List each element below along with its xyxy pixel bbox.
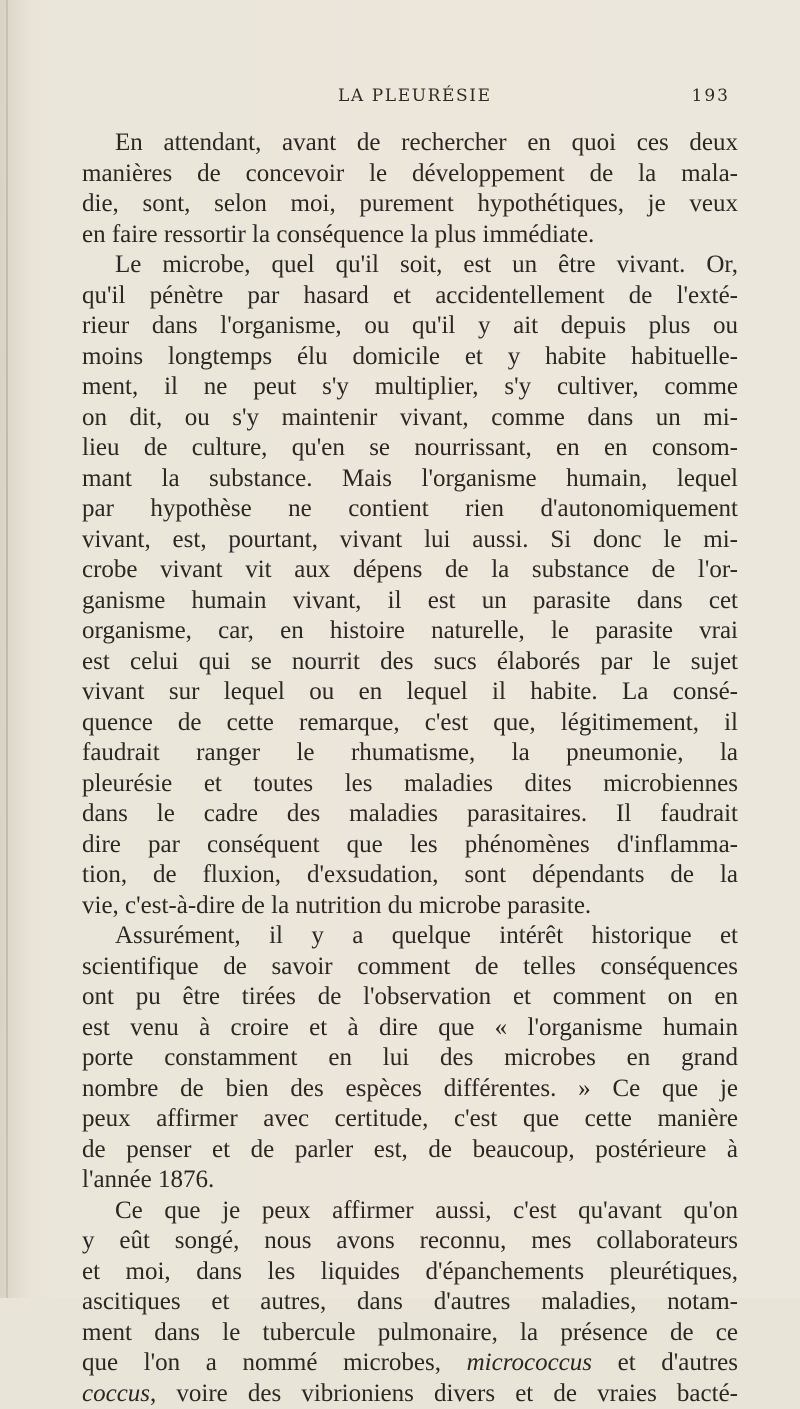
text-run: , voire des vibrioniens divers et de vraies bacté- [150,1380,738,1407]
page-number: 193 [692,86,730,106]
text-line: ment, il ne peut s'y multiplier, s'y cultiver, comme [82,372,738,403]
text-line: de penser et de parler est, de beaucoup, postérieure à [82,1135,738,1166]
italic-term: micrococcus [467,1349,592,1376]
text-line: mant la substance. Mais l'organisme humain, lequel [82,464,738,495]
text-line: faudrait ranger le rhumatisme, la pneumonie, la [82,738,738,769]
text-line [82,1379,738,1409]
text-line [82,1348,738,1379]
text-line: organisme, car, en histoire naturelle, le parasite vrai [82,616,738,647]
text-line: y eût songé, nous avons reconnu, mes collaborateurs [82,1226,738,1257]
text-line: par hypothèse ne contient rien d'autonomiquement [82,494,738,525]
text-line: et moi, dans les liquides d'épanchements pleurétiques, [82,1257,738,1288]
text-run: que l'on a nommé microbes, [82,1349,467,1376]
text-line: est venu à croire et à dire que « l'organisme humain [82,1013,738,1044]
text-line: ont pu être tirées de l'observation et comment on en [82,982,738,1013]
text-line: crobe vivant vit aux dépens de la substance de l'or- [82,555,738,586]
text-line: ascitiques et autres, dans d'autres maladies, notam- [82,1287,738,1318]
text-line: qu'il pénètre par hasard et accidentellement de l'exté- [82,281,738,312]
text-line: l'année 1876. [82,1165,738,1196]
text-line: ment dans le tubercule pulmonaire, la présence de ce [82,1318,738,1349]
text-line: on dit, ou s'y maintenir vivant, comme dans un mi- [82,403,738,434]
text-line: est celui qui se nourrit des sucs élaborés par le sujet [82,647,738,678]
text-line: quence de cette remarque, c'est que, légitimement, il [82,708,738,739]
text-line: pleurésie et toutes les maladies dites microbiennes [82,769,738,800]
text-line: porte constamment en lui des microbes en grand [82,1043,738,1074]
page-gutter-edge [6,0,8,1298]
text-line: vivant, est, pourtant, vivant lui aussi. Si donc le mi- [82,525,738,556]
text-line: dans le cadre des maladies parasitaires. Il faudrait [82,799,738,830]
text-run: et d'autres [592,1349,738,1376]
text-line: vivant sur lequel ou en lequel il habite. La consé- [82,677,738,708]
text-line: lieu de culture, qu'en se nourrissant, en en consom- [82,433,738,464]
text-line: manières de concevoir le développement de la mala- [82,159,738,190]
text-line: En attendant, avant de rechercher en quoi ces deux [82,128,738,159]
text-line: Ce que je peux affirmer aussi, c'est qu'avant qu'on [82,1196,738,1227]
text-line: vie, c'est-à-dire de la nutrition du microbe parasite. [82,891,738,922]
text-line: tion, de fluxion, d'exsudation, sont dépendants de la [82,860,738,891]
running-title: LA PLEURÉSIE [338,86,492,106]
text-line: dire par conséquent que les phénomènes d'inflamma- [82,830,738,861]
text-line: scientifique de savoir comment de telles conséquences [82,952,738,983]
text-line: ganisme humain vivant, il est un parasite dans cet [82,586,738,617]
text-line: die, sont, selon moi, purement hypothétiques, je veux [82,189,738,220]
text-line: Le microbe, quel qu'il soit, est un être vivant. Or, [82,250,738,281]
italic-term: coccus [82,1380,150,1407]
text-line: moins longtemps élu domicile et y habite habituelle- [82,342,738,373]
text-line: rieur dans l'organisme, ou qu'il y ait depuis plus ou [82,311,738,342]
text-line: peux affirmer avec certitude, c'est que cette manière [82,1104,738,1135]
running-head [98,86,738,110]
text-line: Assurément, il y a quelque intérêt historique et [82,921,738,952]
body-text [82,128,738,1409]
text-line: nombre de bien des espèces différentes. » Ce que je [82,1074,738,1105]
text-line: en faire ressortir la conséquence la plus immédiate. [82,220,738,251]
